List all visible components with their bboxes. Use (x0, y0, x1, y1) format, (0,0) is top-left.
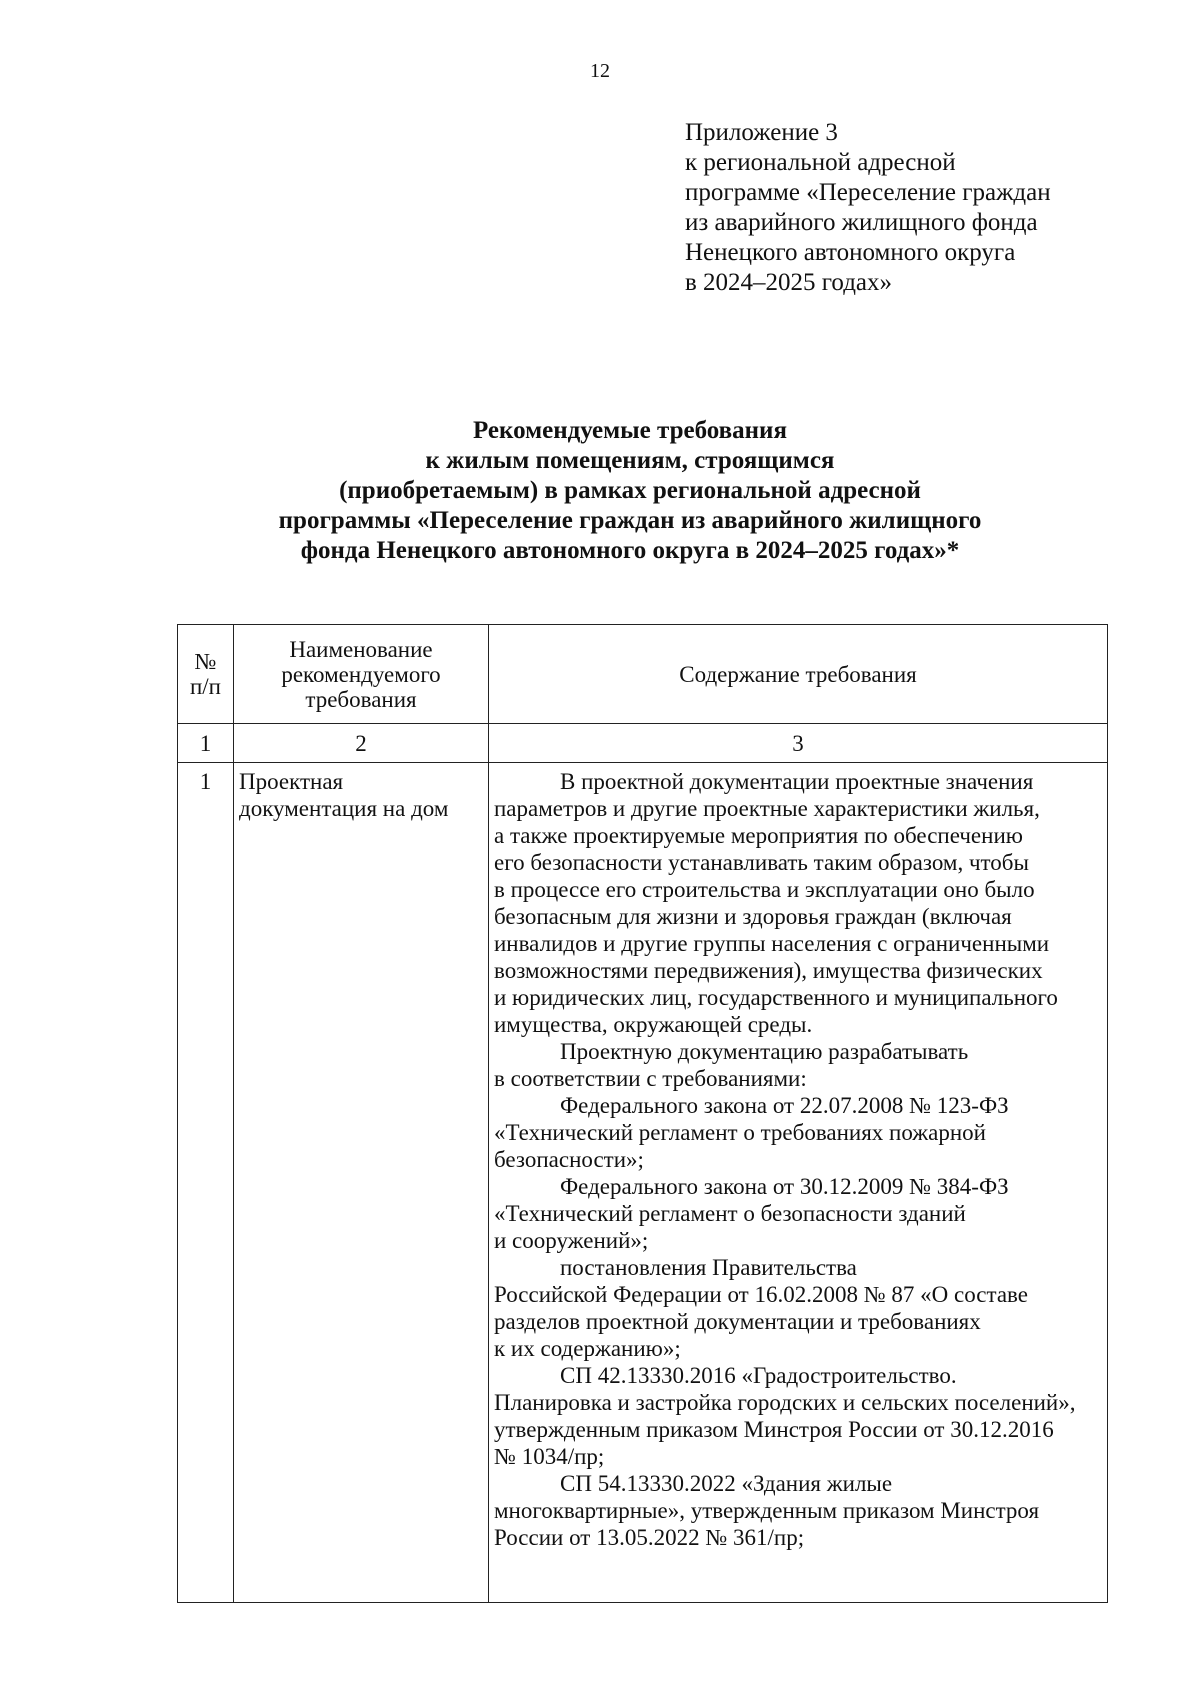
title-line: (приобретаемым) в рамках региональной адресной (339, 477, 921, 504)
header-name-line: требования (305, 686, 417, 712)
table-row (178, 763, 1108, 1603)
header-name (234, 625, 489, 724)
column-number: 1 (178, 724, 234, 763)
content-line: постановления Правительства (560, 1255, 857, 1280)
row-number: 1 (178, 763, 234, 1603)
content-line: имущества, окружающей среды. (494, 1012, 813, 1037)
column-number-row (178, 724, 1108, 763)
content-line: многоквартирные», утвержденным приказом Минстроя (494, 1498, 1040, 1523)
content-line: и сооружений»; (494, 1228, 649, 1253)
content-line: а также проектируемые мероприятия по обеспечению (494, 823, 1023, 848)
requirements-table (177, 624, 1108, 1603)
appendix-line: к региональной адресной (685, 149, 956, 176)
content-line: инвалидов и другие группы населения с ограниченными (494, 931, 1050, 956)
content-line: в соответствии с требованиями: (494, 1066, 807, 1091)
content-line: «Технический регламент о требованиях пожарной (494, 1120, 986, 1145)
content-line: России от 13.05.2022 № 361/пр; (494, 1525, 805, 1550)
header-number-line: п/п (189, 674, 221, 699)
content-line: Планировка и застройка городских и сельских поселений», (494, 1390, 1076, 1415)
content-line: В проектной документации проектные значения (560, 769, 1034, 794)
content-line: утвержденным приказом Минстроя России от 30.12.2016 (494, 1417, 1054, 1442)
appendix-line: в 2024–2025 годах» (685, 269, 893, 296)
appendix-block (685, 118, 1051, 298)
content-line: и юридических лиц, государственного и муниципального (494, 985, 1058, 1010)
title-line: Рекомендуемые требования (472, 417, 787, 444)
header-number (178, 625, 234, 724)
content-line: безопасным для жизни и здоровья граждан (включая (494, 904, 1012, 929)
header-content: Содержание требования (489, 625, 1108, 724)
header-name-line: рекомендуемого (281, 661, 441, 687)
column-number: 3 (489, 724, 1108, 763)
row-name-line: документация на дом (239, 796, 449, 821)
column-number: 2 (234, 724, 489, 763)
title-line: фонда Ненецкого автономного округа в 2024–2025 годах»* (300, 537, 960, 564)
row-name (234, 763, 489, 1603)
content-line: к их содержанию»; (494, 1336, 681, 1361)
document-title (160, 416, 1100, 566)
appendix-line: программе «Переселение граждан (685, 179, 1051, 206)
page-number: 12 (590, 60, 610, 82)
content-line: безопасности»; (494, 1147, 644, 1172)
content-line: Российской Федерации от 16.02.2008 № 87 «О составе (494, 1282, 1028, 1307)
appendix-line: Ненецкого автономного округа (685, 239, 1016, 266)
content-line: возможностями передвижения), имущества физических (494, 958, 1043, 983)
table-header-row (178, 625, 1108, 724)
content-line: параметров и другие проектные характеристики жилья, (494, 796, 1040, 821)
content-line: Федерального закона от 30.12.2009 № 384-ФЗ (560, 1174, 1009, 1199)
header-number-line: № (194, 649, 217, 674)
content-line: СП 42.13330.2016 «Градостроительство. (560, 1363, 957, 1388)
content-line: СП 54.13330.2022 «Здания жилые (560, 1471, 893, 1496)
row-name-line: Проектная (239, 769, 344, 794)
content-line: № 1034/пр; (494, 1444, 605, 1469)
row-content (489, 763, 1108, 1603)
header-name-line: Наименование (289, 636, 433, 662)
content-line: Федерального закона от 22.07.2008 № 123-ФЗ (560, 1093, 1009, 1118)
content-line: разделов проектной документации и требованиях (494, 1309, 981, 1334)
appendix-line: из аварийного жилищного фонда (685, 209, 1038, 236)
content-line: в процессе его строительства и эксплуатации оно было (494, 877, 1035, 902)
appendix-line: Приложение 3 (685, 119, 838, 146)
content-line: его безопасности устанавливать таким образом, чтобы (494, 850, 1029, 875)
content-line: Проектную документацию разрабатывать (560, 1039, 969, 1064)
content-line: «Технический регламент о безопасности зданий (494, 1201, 966, 1226)
title-line: программы «Переселение граждан из аварийного жилищного (278, 507, 982, 534)
title-line: к жилым помещениям, строящимся (425, 447, 835, 474)
